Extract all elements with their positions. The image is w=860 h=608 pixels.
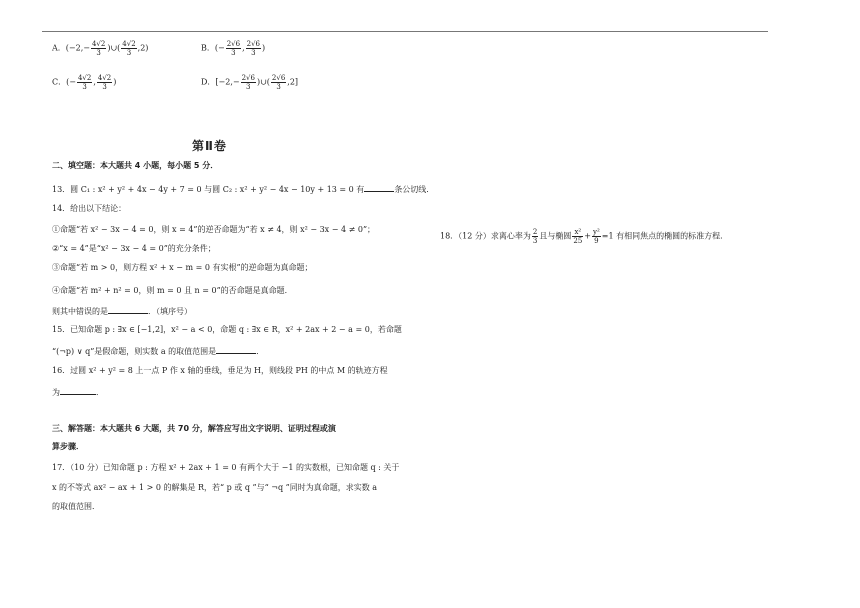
solve-section-header-line-2: 算步骤．	[52, 442, 84, 451]
section-title: 第Ⅱ卷	[192, 139, 227, 153]
question-14-intro: 14．给出以下结论：	[52, 204, 127, 213]
question-17-line-2: x 的不等式 ax² − ax + 1 > 0 的解集是 R，若“ p 或 q ”与“ ¬q ”同时为真命题，求实数 a	[52, 483, 378, 492]
question-13: 13．圆 C₁ : x² + y² + 4x − 4y + 7 = 0 与圆 C₂ : x² + y² − 4x − 10y + 13 = 0 有 条公切线．	[52, 185, 435, 194]
answer-blank	[216, 345, 256, 354]
question-16-line-1: 16．过圆 x² + y² = 8 上一点 P 作 x 轴的垂线，垂足为 H，则线段 PH 的中点 M 的轨迹方程	[52, 366, 388, 375]
option-d: D．[−2,− $\frac{2√6}{3}$ )∪( $\frac{2√6}{3}$ ,2]	[201, 74, 299, 91]
question-14-statement-2: ②“x = 4”是“x² − 3x − 4 = 0”的充分条件；	[52, 244, 216, 253]
option-c: C．(− $\frac{4√2}{3}$ , $\frac{4√2}{3}$ )	[52, 74, 117, 91]
answer-blank	[364, 183, 394, 192]
question-15-line-1: 15．已知命题 p : ∃x ∈ [−1,2]，x² − a < 0，命题 q : ∃x ∈ R，x² + 2ax + 2 − a = 0，若命题	[52, 325, 402, 334]
solve-section-header-line-1: 三、解答题：本大题共 6 大题，共 70 分，解答应写出文字说明、证明过程或演	[52, 424, 336, 433]
top-rule	[42, 31, 768, 32]
question-14-statement-4: ④命题“若 m² + n² = 0，则 m = 0 且 n = 0”的否命题是真命题．	[52, 286, 293, 295]
answer-blank	[60, 386, 96, 395]
option-b: B．(− $\frac{2√6}{3}$ , $\frac{2√6}{3}$ )	[201, 40, 266, 57]
question-14-statement-3: ③命题“若 m > 0，则方程 x² + x − m = 0 有实根”的逆命题为真命题；	[52, 263, 313, 272]
answer-blank	[108, 305, 148, 314]
question-14-statement-1: ①命题“若 x² − 3x − 4 = 0，则 x = 4”的逆否命题为“若 x ≠ 4，则 x² − 3x − 4 ≠ 0”；	[52, 225, 376, 234]
question-17-line-3: 的取值范围．	[52, 502, 100, 511]
question-14-ask: 则其中错误的是 ．（填序号）	[52, 307, 192, 316]
question-16-line-2: 为 ．	[52, 388, 104, 397]
question-17-line-1: 17．（10 分）已知命题 p : 方程 x² + 2ax + 1 = 0 有两个大于 −1 的实数根，已知命题 q : 关于	[52, 463, 400, 472]
question-15-line-2: “(¬p) ∨ q”是假命题，则实数 a 的取值范围是 ．	[52, 347, 265, 356]
fill-section-header: 二、填空题：本大题共 4 小题，每小题 5 分．	[52, 161, 219, 170]
question-18: 18．（12 分）求离心率为 $\frac{2}{3}$ 且与椭圆 $\frac{\text{x²}}{25}$ + $\frac{\text{y²}}{9}$ =1 有相同焦点的椭圆的标准方程．	[440, 228, 729, 245]
option-a: A．(−2,− $\frac{4√2}{3}$ )∪( $\frac{4√2}{3}$ ,2)	[52, 40, 149, 57]
